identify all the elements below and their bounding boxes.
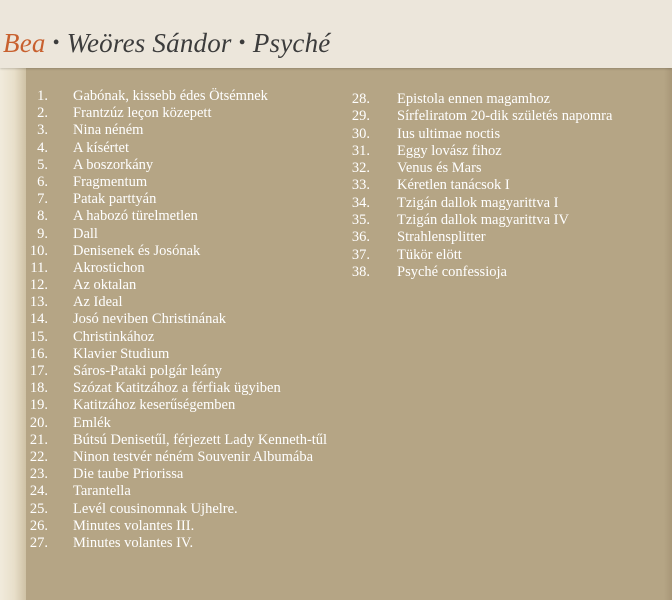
track-number: 35. <box>351 212 370 229</box>
track-row <box>22 363 222 380</box>
track-number: 20. <box>29 414 48 431</box>
track-row <box>22 483 131 500</box>
track-row <box>22 448 314 466</box>
poet-name: Weöres Sándor <box>66 28 232 58</box>
track-row <box>344 212 569 229</box>
track-number: 9. <box>37 225 48 242</box>
track-number: 7. <box>37 191 48 208</box>
track-number: 22. <box>29 448 48 465</box>
track-title: A kísértet <box>73 139 129 156</box>
track-row <box>22 208 198 225</box>
track-row <box>22 311 227 328</box>
track-title: Bútsú Denisetűl, férjezett Lady Kenneth-tűl <box>73 431 328 448</box>
track-row <box>22 277 137 294</box>
track-number: 11. <box>30 259 48 276</box>
track-title: Emlék <box>73 414 111 431</box>
track-number: 2. <box>37 105 48 122</box>
track-number: 18. <box>29 380 48 397</box>
track-title: Sáros-Pataki polgár leány <box>73 363 222 379</box>
track-title: Tzigán dallok magyarittva IV <box>397 212 569 229</box>
track-number: 6. <box>37 173 48 190</box>
track-row <box>22 173 148 191</box>
track-row <box>344 142 502 160</box>
track-row <box>22 431 328 449</box>
tracklist-column-1 <box>22 88 328 552</box>
track-number: 33. <box>351 177 370 194</box>
track-row <box>344 125 501 143</box>
track-number: 24. <box>29 483 48 500</box>
track-number: 21. <box>29 431 48 448</box>
track-title: Gabónak, kissebb édes Ötsémnek <box>73 88 268 104</box>
track-title: Frantzúz leçon közepett <box>73 105 212 122</box>
track-row <box>22 466 184 483</box>
track-row <box>22 517 195 535</box>
track-row <box>22 414 111 432</box>
track-title: Tarantella <box>73 483 131 500</box>
track-title: Epistola ennen magamhoz <box>397 91 551 107</box>
track-title: Az Ideal <box>73 294 123 311</box>
track-title: Tzigán dallok magyarittva I <box>397 194 559 211</box>
track-title: Minutes volantes IV. <box>73 534 194 551</box>
track-number: 27. <box>29 534 48 551</box>
track-row <box>344 108 613 125</box>
track-title: Venus és Mars <box>397 160 482 177</box>
track-title: Minutes volantes III. <box>73 517 195 534</box>
track-number: 19. <box>29 397 48 414</box>
track-row <box>22 534 194 552</box>
track-title: Eggy lovász fihoz <box>397 142 502 159</box>
track-number: 30. <box>351 125 370 142</box>
track-row <box>344 177 510 194</box>
track-number: 23. <box>29 466 48 483</box>
track-number: 12. <box>29 277 48 294</box>
track-number: 34. <box>351 194 370 211</box>
track-row <box>22 294 123 311</box>
track-row <box>22 500 238 518</box>
track-row <box>22 259 145 277</box>
artist-name: Bea <box>3 28 46 58</box>
page-edge <box>664 0 672 600</box>
track-row <box>344 194 559 212</box>
track-row <box>22 122 144 139</box>
track-title: Sírfeliratom 20-dik születés napomra <box>397 108 613 125</box>
track-number: 16. <box>29 345 48 362</box>
track-number: 29. <box>351 108 370 125</box>
track-title: Dall <box>73 225 98 242</box>
track-title: Levél cousinomnak Ujhelre. <box>73 500 238 517</box>
track-title: A boszorkány <box>73 156 154 173</box>
track-title: Psyché confessioja <box>397 263 507 280</box>
track-row <box>344 263 507 281</box>
track-number: 25. <box>29 500 48 517</box>
tracklist-column-2 <box>344 91 613 281</box>
title-separator: • <box>238 32 246 54</box>
track-title: Christinkához <box>73 328 155 345</box>
track-number: 13. <box>29 294 48 311</box>
track-number: 3. <box>37 122 48 139</box>
title-banner <box>0 0 672 68</box>
track-number: 4. <box>37 139 48 156</box>
track-row <box>344 246 462 264</box>
track-row <box>22 156 154 174</box>
track-title: Ius ultimae noctis <box>397 125 501 142</box>
track-number: 37. <box>351 246 370 263</box>
track-row <box>22 345 170 363</box>
track-row <box>344 229 486 246</box>
track-row <box>22 242 201 260</box>
track-row <box>22 328 155 346</box>
track-title: Katitzához keserűségemben <box>73 397 236 414</box>
track-title: A habozó türelmetlen <box>73 208 198 225</box>
track-row <box>22 88 268 105</box>
track-number: 31. <box>351 142 370 159</box>
album-name: Psyché <box>252 28 331 58</box>
track-row <box>22 191 157 208</box>
track-title: Patak parttyán <box>73 191 157 208</box>
track-title: Strahlensplitter <box>397 229 486 246</box>
track-row <box>344 160 482 177</box>
track-title: Fragmentum <box>73 173 148 190</box>
track-number: 28. <box>351 91 370 107</box>
track-title: Tükör elött <box>397 246 462 263</box>
track-title: Klavier Studium <box>73 345 170 362</box>
track-title: Az oktalan <box>73 277 137 294</box>
track-title: Josó neviben Christinának <box>73 311 227 328</box>
track-row <box>22 380 281 397</box>
track-row <box>22 397 236 414</box>
track-number: 1. <box>37 88 48 104</box>
track-title: Ninon testvér néném Souvenir Albumába <box>73 448 314 465</box>
track-number: 26. <box>29 517 48 534</box>
track-row <box>22 225 98 243</box>
track-number: 8. <box>37 208 48 225</box>
track-number: 38. <box>351 263 370 280</box>
track-row <box>22 139 129 157</box>
track-number: 36. <box>351 229 370 246</box>
track-title: Die taube Priorissa <box>73 466 184 483</box>
track-title: Szózat Katitzához a férfiak ügyiben <box>73 380 281 397</box>
track-title: Akrostichon <box>73 259 145 276</box>
track-number: 5. <box>37 156 48 173</box>
track-title: Nina néném <box>73 122 144 139</box>
track-title: Kéretlen tanácsok I <box>397 177 510 194</box>
title-separator: • <box>52 32 60 54</box>
track-number: 32. <box>351 160 370 177</box>
track-title: Denisenek és Josónak <box>73 242 201 259</box>
track-row <box>344 91 551 108</box>
album-title <box>3 28 331 59</box>
track-number: 17. <box>29 363 48 379</box>
track-number: 15. <box>29 328 48 345</box>
track-row <box>22 105 212 122</box>
track-number: 14. <box>29 311 48 328</box>
track-number: 10. <box>29 242 48 259</box>
